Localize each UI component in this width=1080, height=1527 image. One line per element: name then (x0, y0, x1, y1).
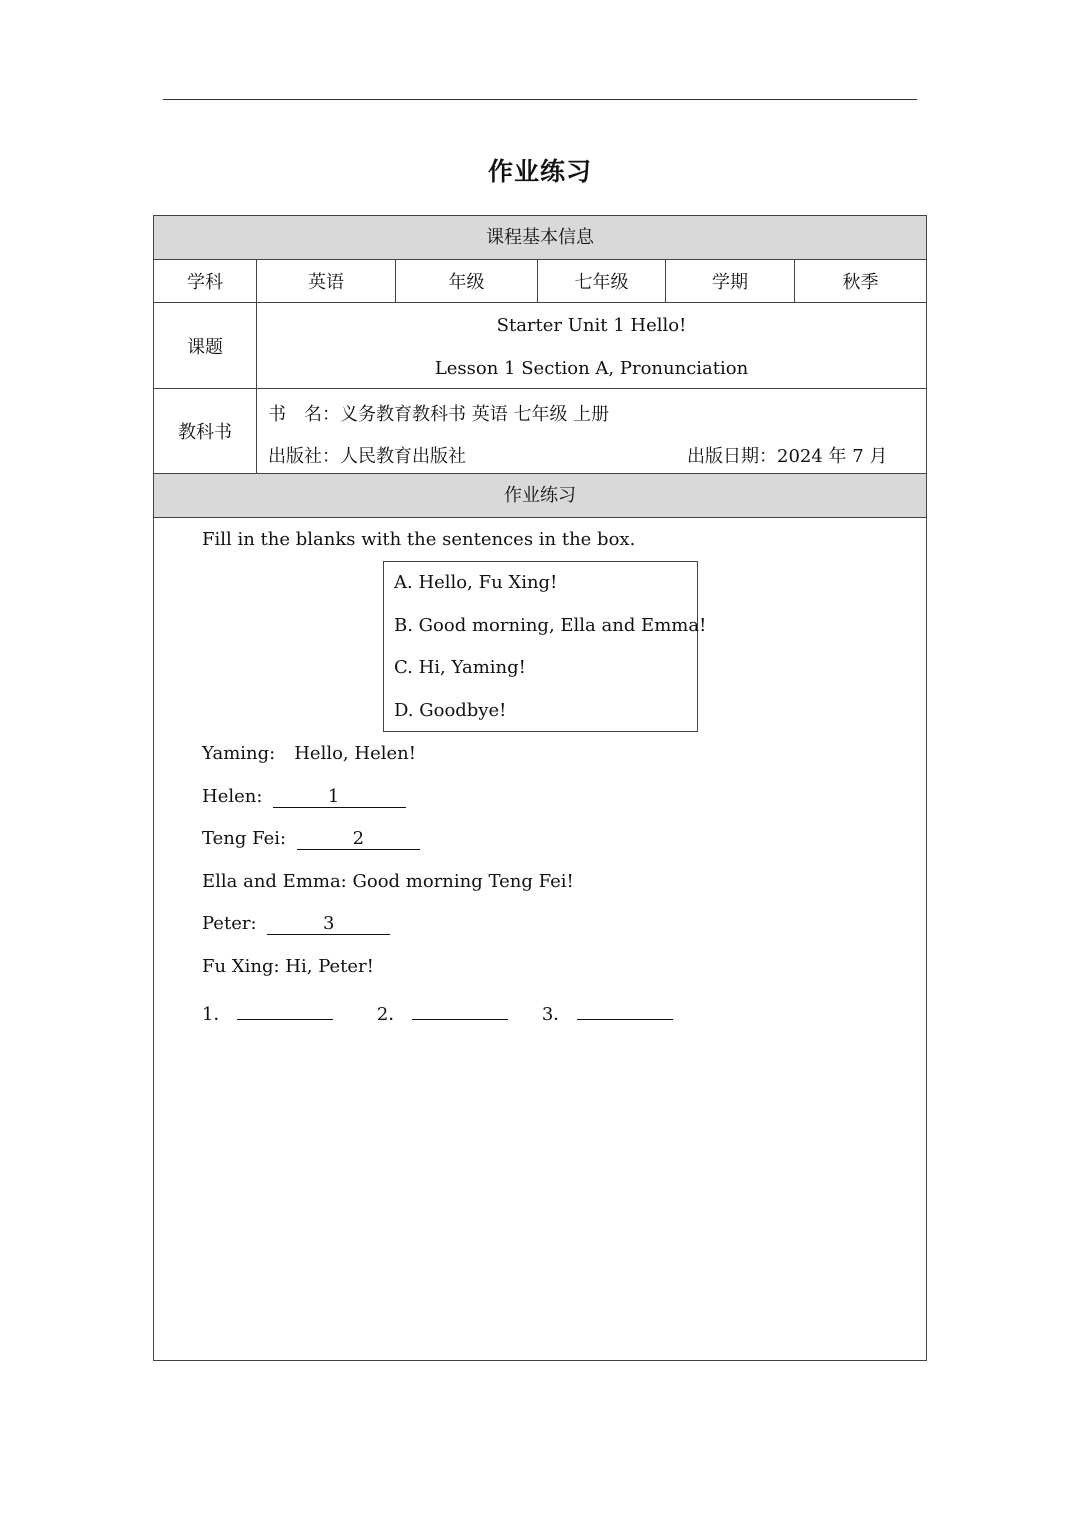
dialogue-line-fuxing (202, 956, 374, 977)
blank-2: 2 (297, 828, 420, 850)
course-meta-row (154, 260, 926, 303)
topic-line-2: Lesson 1 Section A, Pronunciation (434, 358, 749, 379)
utterance: Hi, Peter! (285, 956, 374, 977)
blank-3: 3 (267, 913, 390, 935)
grade-label: 年级 (396, 260, 538, 302)
speaker: Peter: (202, 913, 257, 934)
utterance: Hello, Helen! (294, 743, 416, 764)
dialogue-line-ella-emma (202, 871, 574, 892)
speaker: Teng Fei: (202, 828, 287, 849)
page-title: 作业练习 (487, 157, 592, 186)
utterance: Good morning Teng Fei! (352, 871, 574, 892)
speaker: Helen: (202, 786, 263, 807)
answer-number-2: 2． (376, 1004, 407, 1025)
term-value: 秋季 (842, 272, 879, 293)
header-rule (163, 99, 917, 100)
term-label: 学期 (666, 260, 795, 302)
course-info-heading: 课程基本信息 (154, 216, 926, 260)
option-c: C. Hi, Yaming! (394, 657, 526, 678)
answer-number-1: 1． (202, 1004, 232, 1025)
answer-blank-1[interactable] (237, 998, 333, 1020)
dialogue-line-tengfei (202, 828, 420, 850)
textbook-row (154, 389, 926, 474)
dialogue-line-helen (202, 786, 406, 808)
options-box (383, 561, 707, 732)
exercise-heading: 作业练习 (154, 474, 926, 518)
topic-label: 课题 (154, 303, 257, 388)
answer-line (202, 998, 673, 1026)
subject-value: 英语 (257, 260, 396, 302)
speaker: Yaming: (202, 743, 276, 764)
exercise-instruction: Fill in the blanks with the sentences in the box. (202, 529, 636, 550)
answer-number-3: 3． (541, 1004, 572, 1025)
speaker: Ella and Emma: (202, 871, 347, 892)
option-a: A. Hello, Fu Xing! (394, 572, 558, 593)
speaker: Fu Xing: (202, 956, 280, 977)
topic-row (154, 303, 926, 389)
textbook-label: 教科书 (154, 389, 257, 473)
textbook-pub-date: 出版日期：2024 年 7 月 (687, 446, 888, 467)
homework-sheet (153, 215, 927, 1361)
option-d: D. Goodbye! (394, 700, 507, 721)
textbook-publisher: 出版社：人民教育出版社 (268, 446, 466, 467)
dialogue-line-yaming (202, 743, 416, 764)
subject-label: 学科 (154, 260, 257, 302)
textbook-name: 书 名：义务教育教科书 英语 七年级 上册 (268, 404, 610, 425)
grade-value: 七年级 (538, 260, 666, 302)
dialogue-line-peter (202, 913, 390, 935)
option-b: B. Good morning, Ella and Emma! (394, 615, 707, 636)
answer-blank-3[interactable] (577, 998, 673, 1020)
blank-1: 1 (273, 786, 406, 808)
topic-line-1: Starter Unit 1 Hello! (496, 315, 687, 336)
answer-blank-2[interactable] (412, 998, 508, 1020)
